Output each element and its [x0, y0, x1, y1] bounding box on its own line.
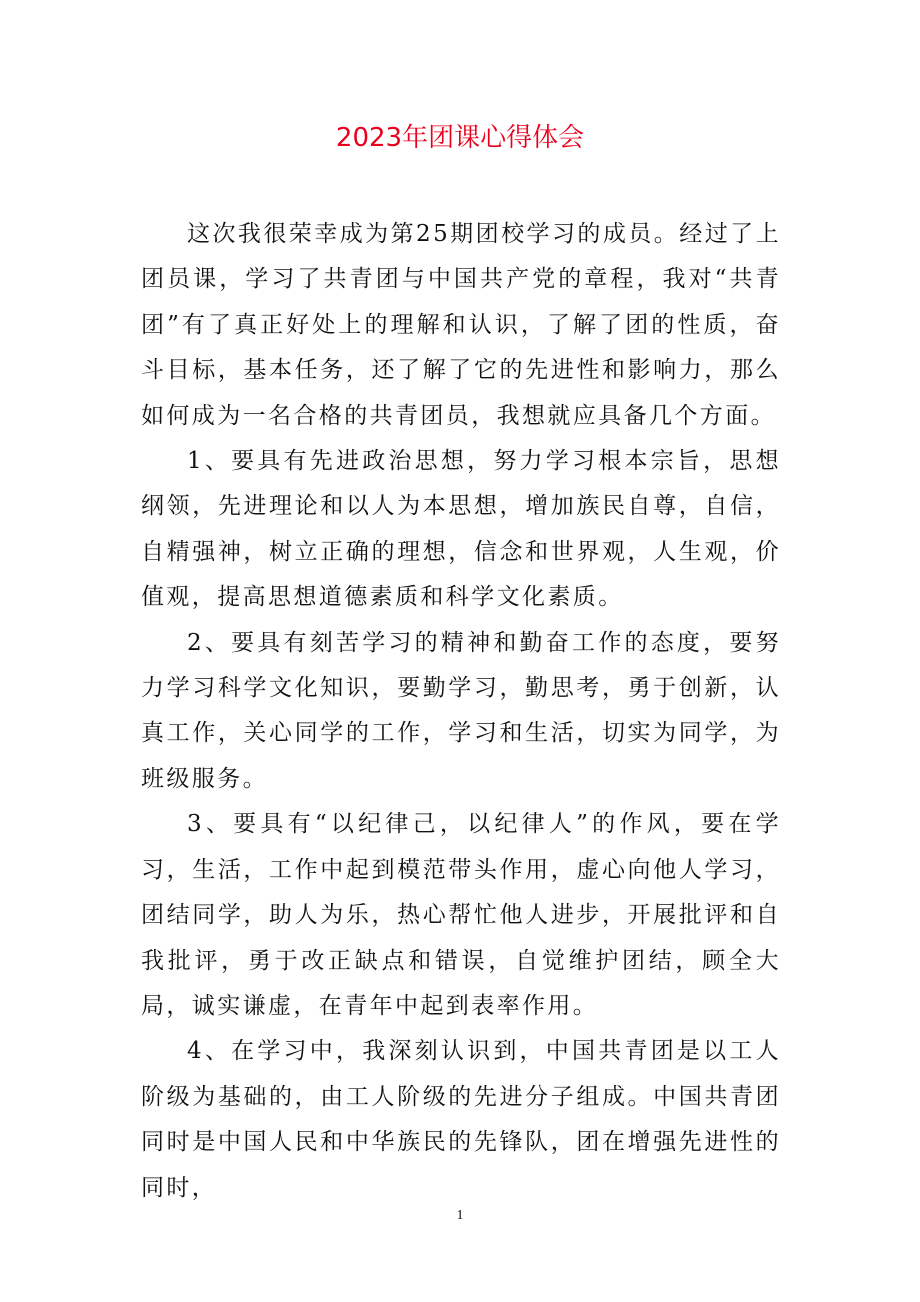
- paragraph-intro: 这次我很荣幸成为第25期团校学习的成员。经过了上团员课，学习了共青团与中国共产党的章程，我对“共青团”有了真正好处上的理解和认识，了解了团的性质，奋斗目标，基本任务，还了解了它的先进性和影响力，那么如何成为一名合格的共青团员，我想就应具备几个方面。: [141, 221, 781, 429]
- paragraph-point-4: 4、在学习中，我深刻认识到，中国共青团是以工人阶级为基础的，由工人阶级的先进分子组成。中国共青团同时是中国人民和中华族民的先锋队，团在增强先进性的同时，: [141, 1038, 781, 1201]
- paragraph-point-2: 2、要具有刻苦学习的精神和勤奋工作的态度，要努力学习科学文化知识，要勤学习，勤思考，勇于创新，认真工作，关心同学的工作，学习和生活，切实为同学，为班级服务。: [141, 629, 781, 792]
- page-number: 1: [456, 1208, 464, 1223]
- document-title: 2023年团课心得体会: [335, 123, 585, 153]
- paragraph-point-1: 1、要具有先进政治思想，努力学习根本宗旨，思想纲领，先进理论和以人为本思想，增加族民自尊，自信，自精强神，树立正确的理想，信念和世界观，人生观，价值观，提高思想道德素质和科学文化素质。: [141, 448, 781, 611]
- document-body: [141, 212, 781, 1211]
- paragraph-point-3: 3、要具有“以纪律己，以纪律人”的作风，要在学习，生活，工作中起到模范带头作用，虚心向他人学习，团结同学，助人为乐，热心帮忙他人进步，开展批评和自我批评，勇于改正缺点和错误，自觉维护团结，顾全大局，诚实谦虚，在青年中起到表率作用。: [141, 811, 781, 1019]
